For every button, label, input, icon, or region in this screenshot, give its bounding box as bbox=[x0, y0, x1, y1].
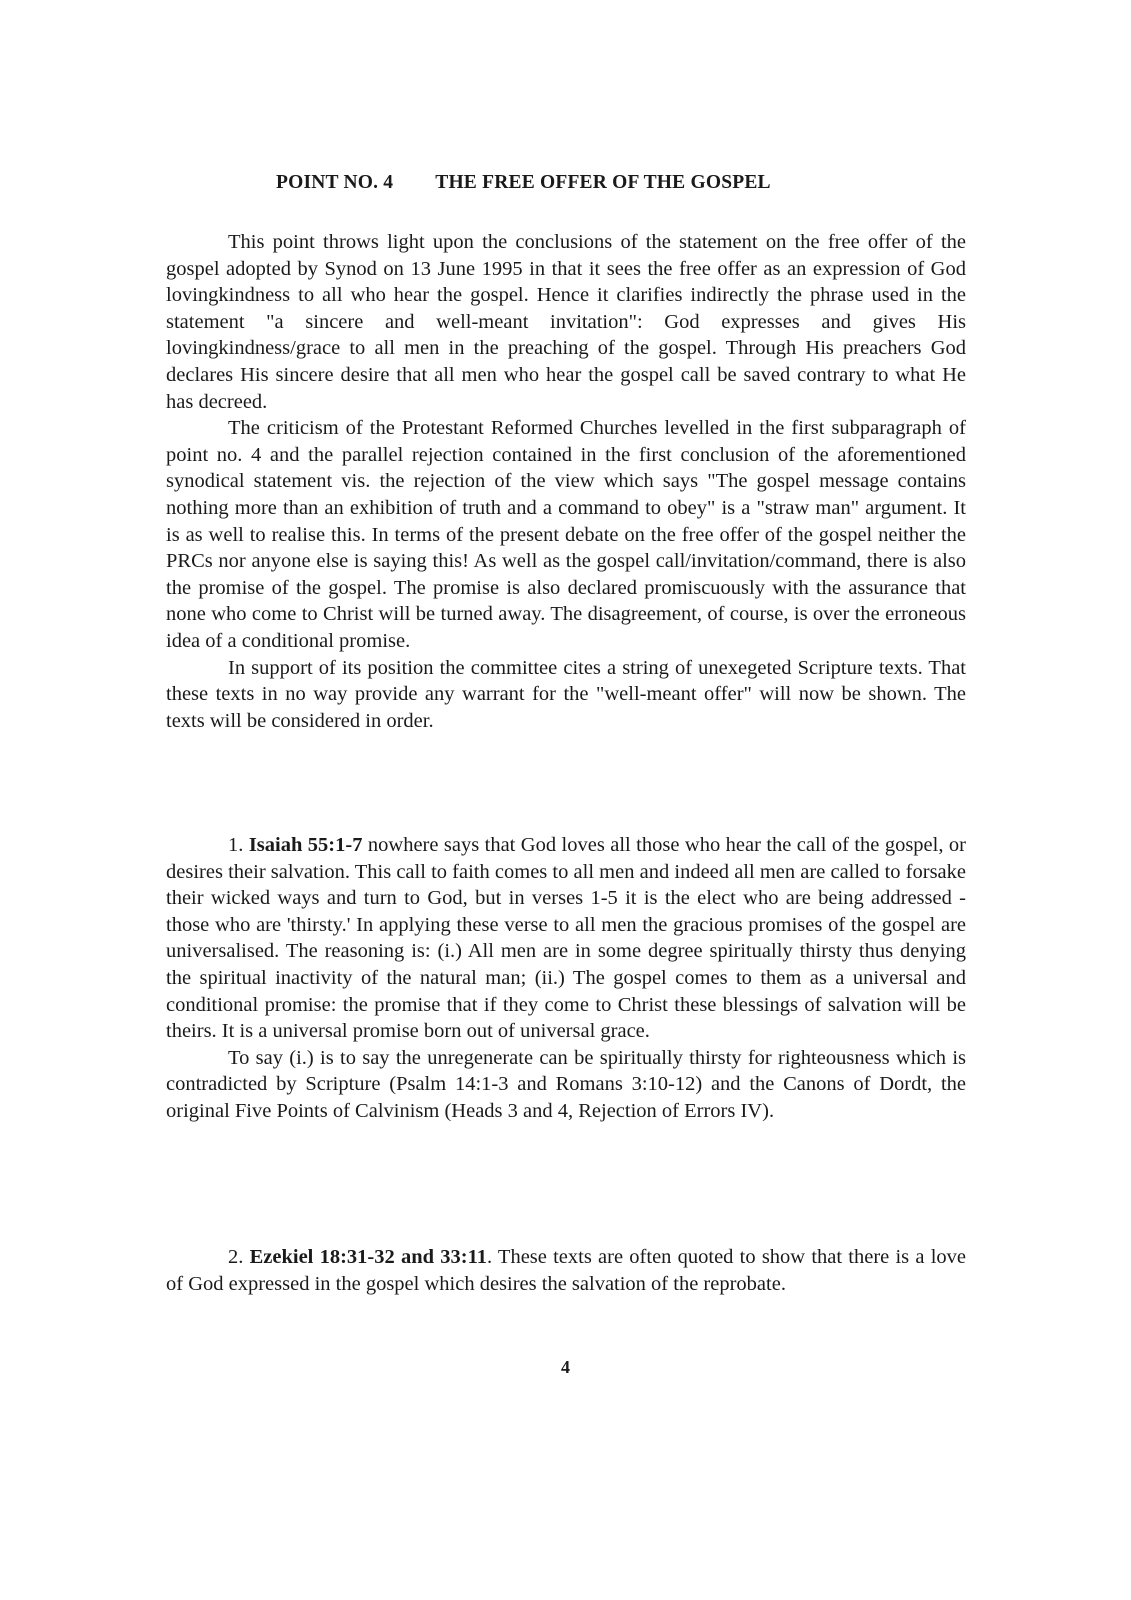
page-heading bbox=[276, 172, 771, 194]
heading-title: THE FREE OFFER OF THE GOSPEL bbox=[435, 172, 771, 193]
point-2-section bbox=[166, 1244, 966, 1297]
point-1-paragraph bbox=[166, 832, 966, 1045]
intro-section bbox=[166, 229, 966, 734]
heading-point-number: POINT NO. 4 bbox=[276, 172, 394, 193]
point-2-number: 2. bbox=[228, 1246, 244, 1268]
point-1-followup: To say (i.) is to say the unregenerate can be spiritually thirsty for righteousness which is contradicted by Scripture (Psalm 14:1-3 and Romans 3:10-12) and the Canons of Dordt, the original Five Points of Calvinism (Heads 3 and 4, Rejection of Errors IV). bbox=[166, 1046, 966, 1122]
point-2-text: . These texts are often quoted to show that there is a love of God expressed in the gospel which desires the salvation of the reprobate. bbox=[166, 1246, 967, 1295]
point-2-reference: Ezekiel 18:31-32 and 33:11 bbox=[249, 1246, 487, 1268]
point-1-text: nowhere says that God loves all those who hear the call of the gospel, or desires their salvation. This call to faith comes to all men and indeed all men are called to forsake their wicked ways and turn to God, but in verses 1-5 it is the elect who are being addressed - those who are 'thirsty.' In applying these verse to all men the gracious promises of the gospel are universalised. The reasoning is: (i.) All men are in some degree spiritually thirsty thus denying the spiritual inactivity of the natural man; (ii.) The gospel comes to them as a universal and conditional promise: the promise that if they come to Christ these blessings of salvation will be theirs. It is a universal promise born out of universal grace. bbox=[166, 834, 966, 1043]
paragraph-scripture-texts: In support of its position the committee cites a string of unexegeted Scripture texts. That these texts in no way provide any warrant for the "well-meant offer" will now be shown. The texts will be considered in order. bbox=[166, 656, 966, 732]
paragraph-straw-man-criticism: The criticism of the Protestant Reformed Churches levelled in the first subparagraph of point no. 4 and the parallel rejection contained in the first conclusion of the aforementioned synodical statement vis. the rejection of the view which says "The gospel message contains nothing more than an exhibition of truth and a command to obey" is a "straw man" argument. It is as well to realise this. In terms of the present debate on the free offer of the gospel neither the PRCs nor anyone else is saying this! As well as the gospel call/invitation/command, there is also the promise of the gospel. The promise is also declared promiscuously with the assurance that none who come to Christ will be turned away. The disagreement, of course, is over the erroneous idea of a conditional promise. bbox=[166, 417, 966, 652]
point-2-paragraph bbox=[166, 1244, 966, 1297]
page-number: 4 bbox=[561, 1357, 570, 1377]
point-1-section bbox=[166, 832, 966, 1125]
point-1-reference: Isaiah 55:1-7 bbox=[248, 834, 363, 856]
point-1-number: 1. bbox=[228, 834, 244, 856]
paragraph-free-offer-statement: This point throws light upon the conclusions of the statement on the free offer of the gospel adopted by Synod on 13 June 1995 in that it sees the free offer as an expression of God lovingkindness to all who hear the gospel. Hence it clarifies indirectly the phrase used in the statement "a sincere and well-meant invitation": God expresses and gives His lovingkindness/grace to all men in the preaching of the gospel. Through His preachers God declares His sincere desire that all men who hear the gospel call be saved contrary to what He has decreed. bbox=[166, 231, 966, 413]
